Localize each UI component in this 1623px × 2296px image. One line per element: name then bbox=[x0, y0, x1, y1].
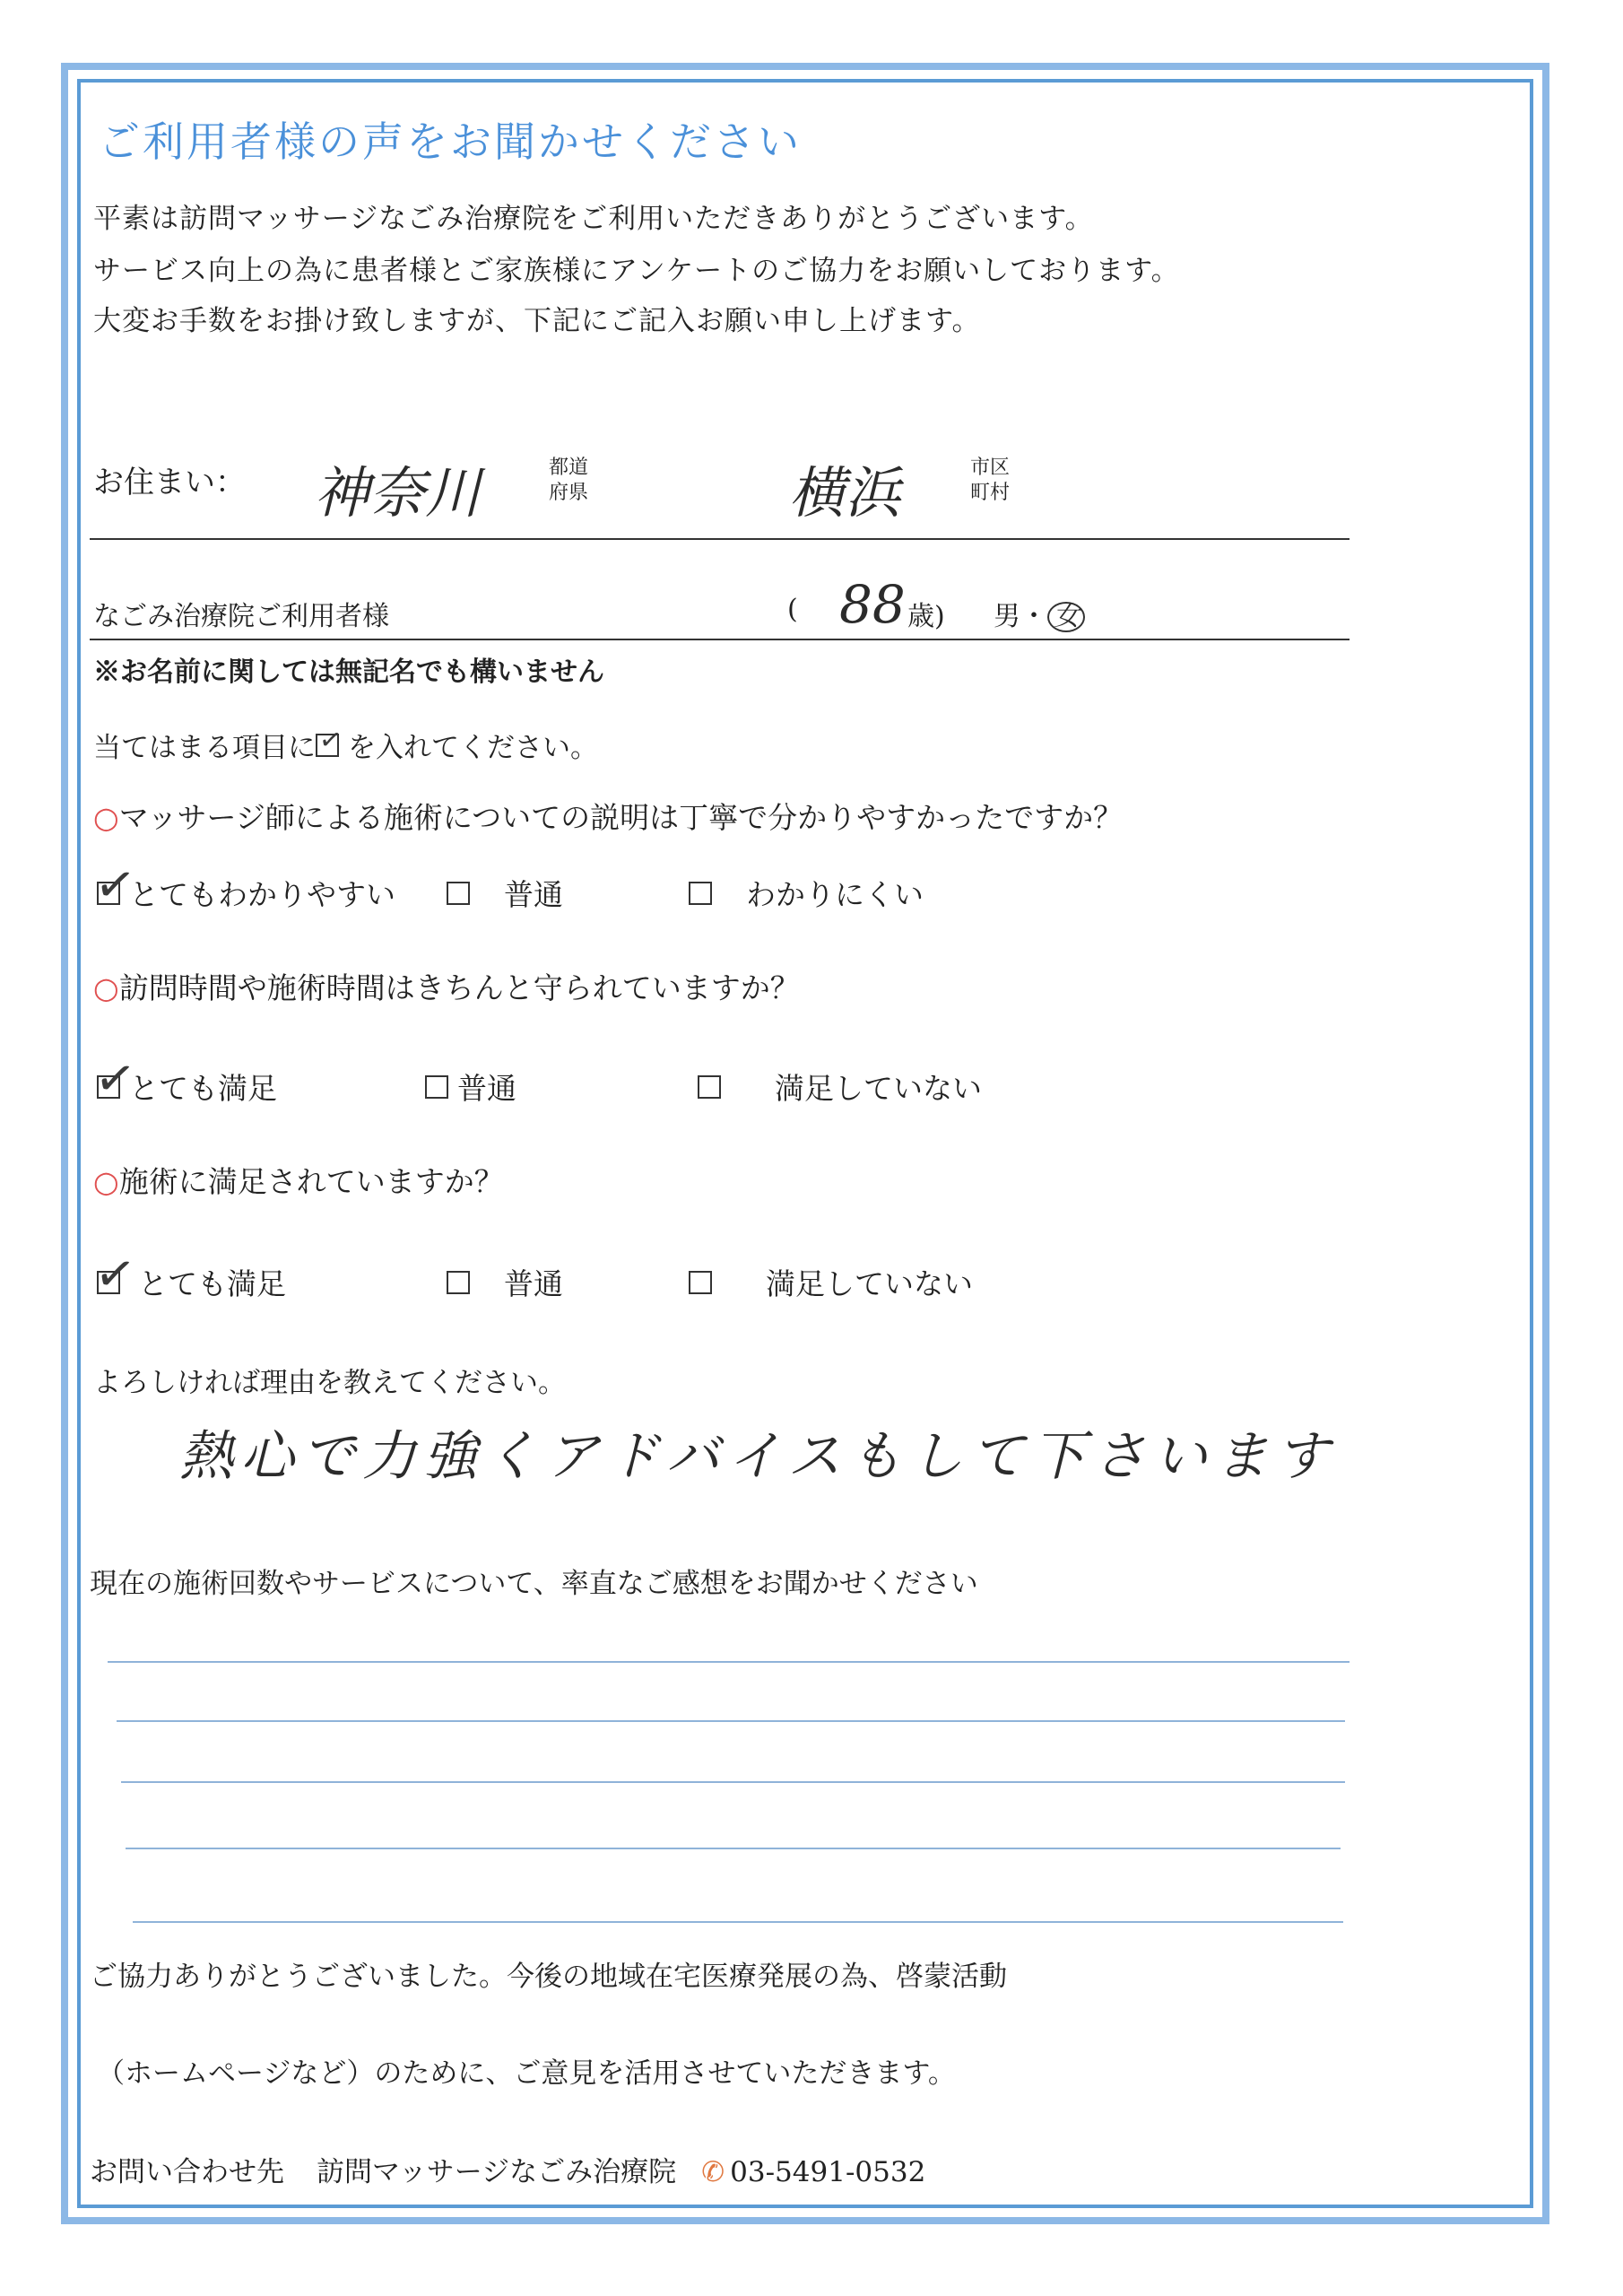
city-unit-bottom: 町村 bbox=[970, 482, 1011, 504]
prefecture-unit bbox=[549, 456, 588, 506]
q3-option-2-label: 普通 bbox=[504, 1266, 563, 1301]
gender-male[interactable]: 男 bbox=[994, 601, 1020, 632]
intro-line-2: サービス向上の為に患者様とご家族様にアンケートのご協力をお願いしております。 bbox=[93, 255, 1180, 287]
age-open: ( bbox=[787, 594, 798, 625]
contact-label: お問い合わせ先 bbox=[90, 2156, 284, 2188]
gender-separator: ・ bbox=[1020, 601, 1047, 632]
closing-line-1: ご協力ありがとうございました。今後の地域在宅医療発展の為、啓蒙活動 bbox=[90, 1961, 1007, 1993]
q3-option-3[interactable] bbox=[689, 1261, 973, 1303]
gender-female-selected[interactable]: 女 bbox=[1047, 602, 1085, 632]
intro-line-1: 平素は訪問マッサージなごみ治療院をご利用いただきありがとうございます。 bbox=[93, 203, 1094, 235]
q1-option-3-label: わかりにくい bbox=[746, 877, 924, 912]
age-unit: 歳) bbox=[907, 601, 945, 632]
instruction-after: を入れてください。 bbox=[348, 732, 598, 764]
reason-answer[interactable]: 熱心で力強くアドバイスもして下さいます bbox=[179, 1425, 1337, 1488]
checkbox-example-icon: ✓ bbox=[317, 723, 344, 758]
city-unit bbox=[970, 456, 1010, 506]
q2-option-3[interactable] bbox=[698, 1065, 982, 1108]
impressions-line-4[interactable] bbox=[126, 1848, 1341, 1849]
reason-label: よろしければ理由を教えてください。 bbox=[93, 1367, 566, 1399]
question-3-text: 施術に満足されていますか？ bbox=[118, 1164, 504, 1199]
question-3 bbox=[93, 1159, 504, 1201]
impressions-label: 現在の施術回数やサービスについて、率直なご感想をお聞かせください bbox=[90, 1568, 978, 1600]
address-underline bbox=[90, 538, 1350, 540]
page-title: ご利用者様の声をお聞かせください bbox=[99, 117, 802, 166]
check-mark-icon: ✓ bbox=[91, 1242, 140, 1305]
q3-option-2-checkbox[interactable] bbox=[447, 1271, 470, 1294]
user-underline bbox=[90, 639, 1350, 640]
q1-option-2-checkbox[interactable] bbox=[447, 882, 470, 905]
q1-option-3-checkbox[interactable] bbox=[689, 882, 712, 905]
impressions-line-5[interactable] bbox=[133, 1921, 1343, 1923]
question-1-circle: ○ bbox=[93, 800, 119, 835]
intro-line-3: 大変お手数をお掛け致しますが、下記にご記入お願い申し上げます。 bbox=[93, 305, 981, 337]
q1-option-1-label: とてもわかりやすい bbox=[129, 877, 395, 912]
prefecture-unit-bottom: 府県 bbox=[549, 482, 589, 504]
q2-option-1-checkbox[interactable] bbox=[91, 1047, 140, 1109]
check-mark-icon: ✓ bbox=[91, 1047, 140, 1109]
question-1 bbox=[93, 795, 1123, 837]
q1-option-2-label: 普通 bbox=[504, 877, 563, 912]
q3-option-3-label: 満足していない bbox=[766, 1266, 973, 1301]
q1-option-3[interactable] bbox=[689, 872, 924, 914]
q2-option-1-label: とても満足 bbox=[129, 1071, 277, 1106]
city-unit-top: 市区 bbox=[970, 457, 1011, 479]
q3-option-1-checkbox[interactable] bbox=[91, 1242, 140, 1305]
q2-option-1[interactable] bbox=[91, 1047, 277, 1109]
question-1-text: マッサージ師による施術についての説明は丁寧で分かりやすかったですか？ bbox=[118, 800, 1124, 835]
check-mark-icon: ✓ bbox=[91, 853, 140, 916]
inner-frame bbox=[77, 79, 1533, 2208]
question-2-circle: ○ bbox=[93, 970, 119, 1005]
question-2 bbox=[93, 965, 800, 1007]
impressions-line-3[interactable] bbox=[121, 1781, 1345, 1783]
age-value[interactable]: 88 bbox=[839, 574, 906, 635]
contact-phone[interactable]: 03-5491-0532 bbox=[730, 2156, 926, 2188]
q2-option-2[interactable] bbox=[425, 1065, 516, 1108]
city-value[interactable]: 横浜 bbox=[789, 460, 901, 526]
user-label: なごみ治療院ご利用者様 bbox=[93, 601, 389, 632]
contact bbox=[90, 2149, 925, 2189]
impressions-line-2[interactable] bbox=[117, 1720, 1345, 1722]
anonymous-note: ※お名前に関しては無記名でも構いません bbox=[93, 657, 604, 688]
q1-option-2[interactable] bbox=[447, 872, 563, 914]
q2-option-3-checkbox[interactable] bbox=[698, 1075, 721, 1099]
q1-option-1-checkbox[interactable] bbox=[91, 853, 140, 916]
q3-option-1-label: とても満足 bbox=[138, 1266, 286, 1301]
q3-option-3-checkbox[interactable] bbox=[689, 1271, 712, 1294]
prefecture-unit-top: 都道 bbox=[549, 457, 589, 479]
instruction bbox=[93, 725, 598, 765]
contact-clinic: 訪問マッサージなごみ治療院 bbox=[317, 2156, 677, 2188]
q3-option-2[interactable] bbox=[447, 1261, 563, 1303]
impressions-line-1[interactable] bbox=[108, 1661, 1350, 1663]
address-label: お住まい： bbox=[93, 465, 246, 500]
question-3-circle: ○ bbox=[93, 1164, 119, 1199]
q2-option-2-checkbox[interactable] bbox=[425, 1075, 448, 1099]
q1-option-1[interactable] bbox=[91, 853, 395, 916]
gender-options bbox=[994, 594, 1085, 633]
q3-option-1[interactable] bbox=[91, 1242, 286, 1305]
closing-line-2: （ホームページなど）のために、ご意見を活用させていただきます。 bbox=[97, 2057, 956, 2090]
q2-option-2-label: 普通 bbox=[457, 1071, 516, 1106]
instruction-before: 当てはまる項目に bbox=[93, 732, 316, 764]
phone-icon: ✆ bbox=[701, 2156, 725, 2188]
prefecture-value[interactable]: 神奈川 bbox=[314, 460, 482, 526]
question-2-text: 訪問時間や施術時間はきちんと守られていますか？ bbox=[118, 970, 800, 1005]
q2-option-3-label: 満足していない bbox=[775, 1071, 982, 1106]
